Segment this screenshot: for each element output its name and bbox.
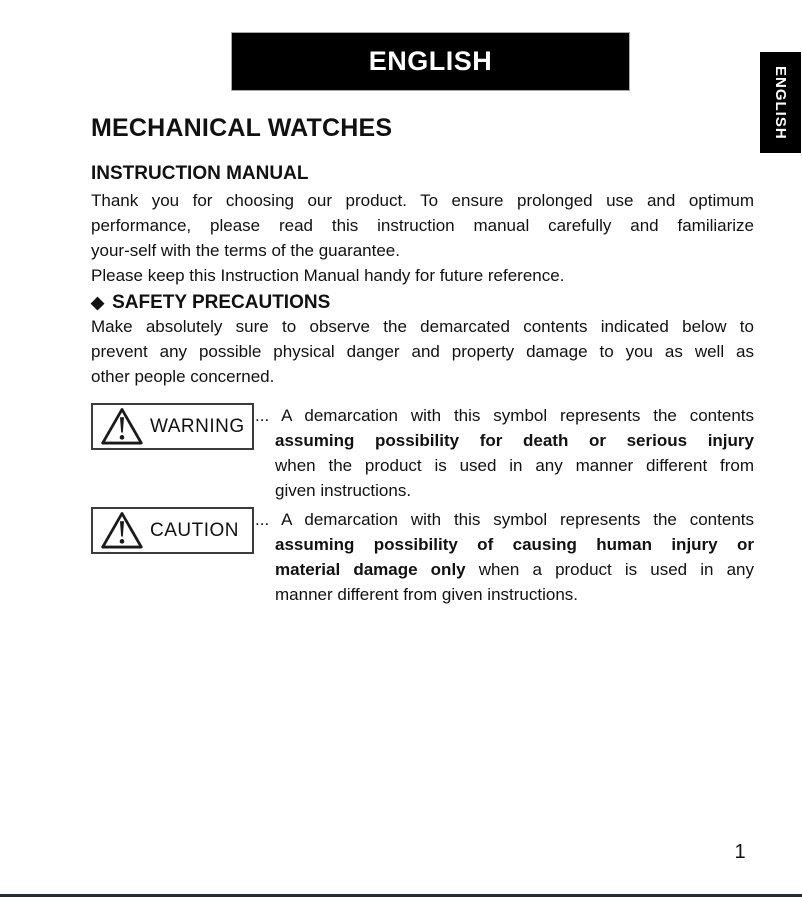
- paragraph-line: manner different from given instructions.: [275, 585, 578, 604]
- paragraph-line: ... A demarcation with this symbol represents the contents: [255, 510, 754, 529]
- paragraph-line: your-self with the terms of the guarantee.: [91, 241, 400, 260]
- warning-box: [91, 403, 254, 450]
- paragraph-line: performance, please read this instruction manual carefully and familiarize: [91, 216, 754, 235]
- paragraph-line: given instructions.: [275, 481, 412, 500]
- safety-precautions-heading: [91, 292, 754, 314]
- side-language-tab-label: ENGLISH: [772, 65, 789, 140]
- diamond-icon: ◆: [91, 293, 105, 312]
- paragraph-line: when the product is used in any manner different from: [275, 456, 754, 475]
- paragraph-line-normal-part: when a product is used in any: [478, 560, 755, 579]
- paragraph-line: Thank you for choosing our product. To ensure prolonged use and optimum: [91, 191, 754, 210]
- caution-section: [91, 507, 754, 607]
- page-number: 1: [734, 841, 746, 863]
- side-language-tab: [760, 52, 801, 153]
- warning-triangle-icon: [99, 406, 145, 447]
- caution-triangle-icon: [99, 510, 145, 551]
- paragraph-line: prevent any possible physical danger and property damage to you as well as: [91, 342, 754, 361]
- warning-description: [255, 403, 754, 503]
- warning-label: WARNING: [150, 415, 245, 437]
- caution-box: [91, 507, 254, 554]
- instruction-manual-heading: INSTRUCTION MANUAL: [91, 163, 309, 184]
- safety-paragraph: [91, 314, 754, 389]
- paragraph-line: assuming possibility of causing human injury or: [275, 535, 754, 554]
- caution-description: [255, 507, 754, 607]
- paragraph-line: ... A demarcation with this symbol represents the contents: [255, 406, 754, 425]
- footer-rule: [0, 894, 802, 897]
- language-banner-label: ENGLISH: [368, 46, 493, 76]
- intro-paragraph: [91, 188, 754, 288]
- page-title: MECHANICAL WATCHES: [91, 114, 393, 142]
- paragraph-line: Make absolutely sure to observe the demarcated contents indicated below to: [91, 317, 754, 336]
- page-content: [91, 113, 754, 607]
- paragraph-line: [275, 557, 754, 582]
- paragraph-line: Please keep this Instruction Manual handy for future reference.: [91, 266, 565, 285]
- caution-label: CAUTION: [150, 519, 239, 541]
- safety-precautions-heading-label: SAFETY PRECAUTIONS: [112, 292, 331, 313]
- warning-section: [91, 403, 754, 503]
- language-banner: [231, 32, 630, 91]
- paragraph-line: other people concerned.: [91, 367, 275, 386]
- paragraph-line-bold-part: material damage only: [275, 560, 466, 579]
- paragraph-line: assuming possibility for death or serious injury: [275, 431, 754, 450]
